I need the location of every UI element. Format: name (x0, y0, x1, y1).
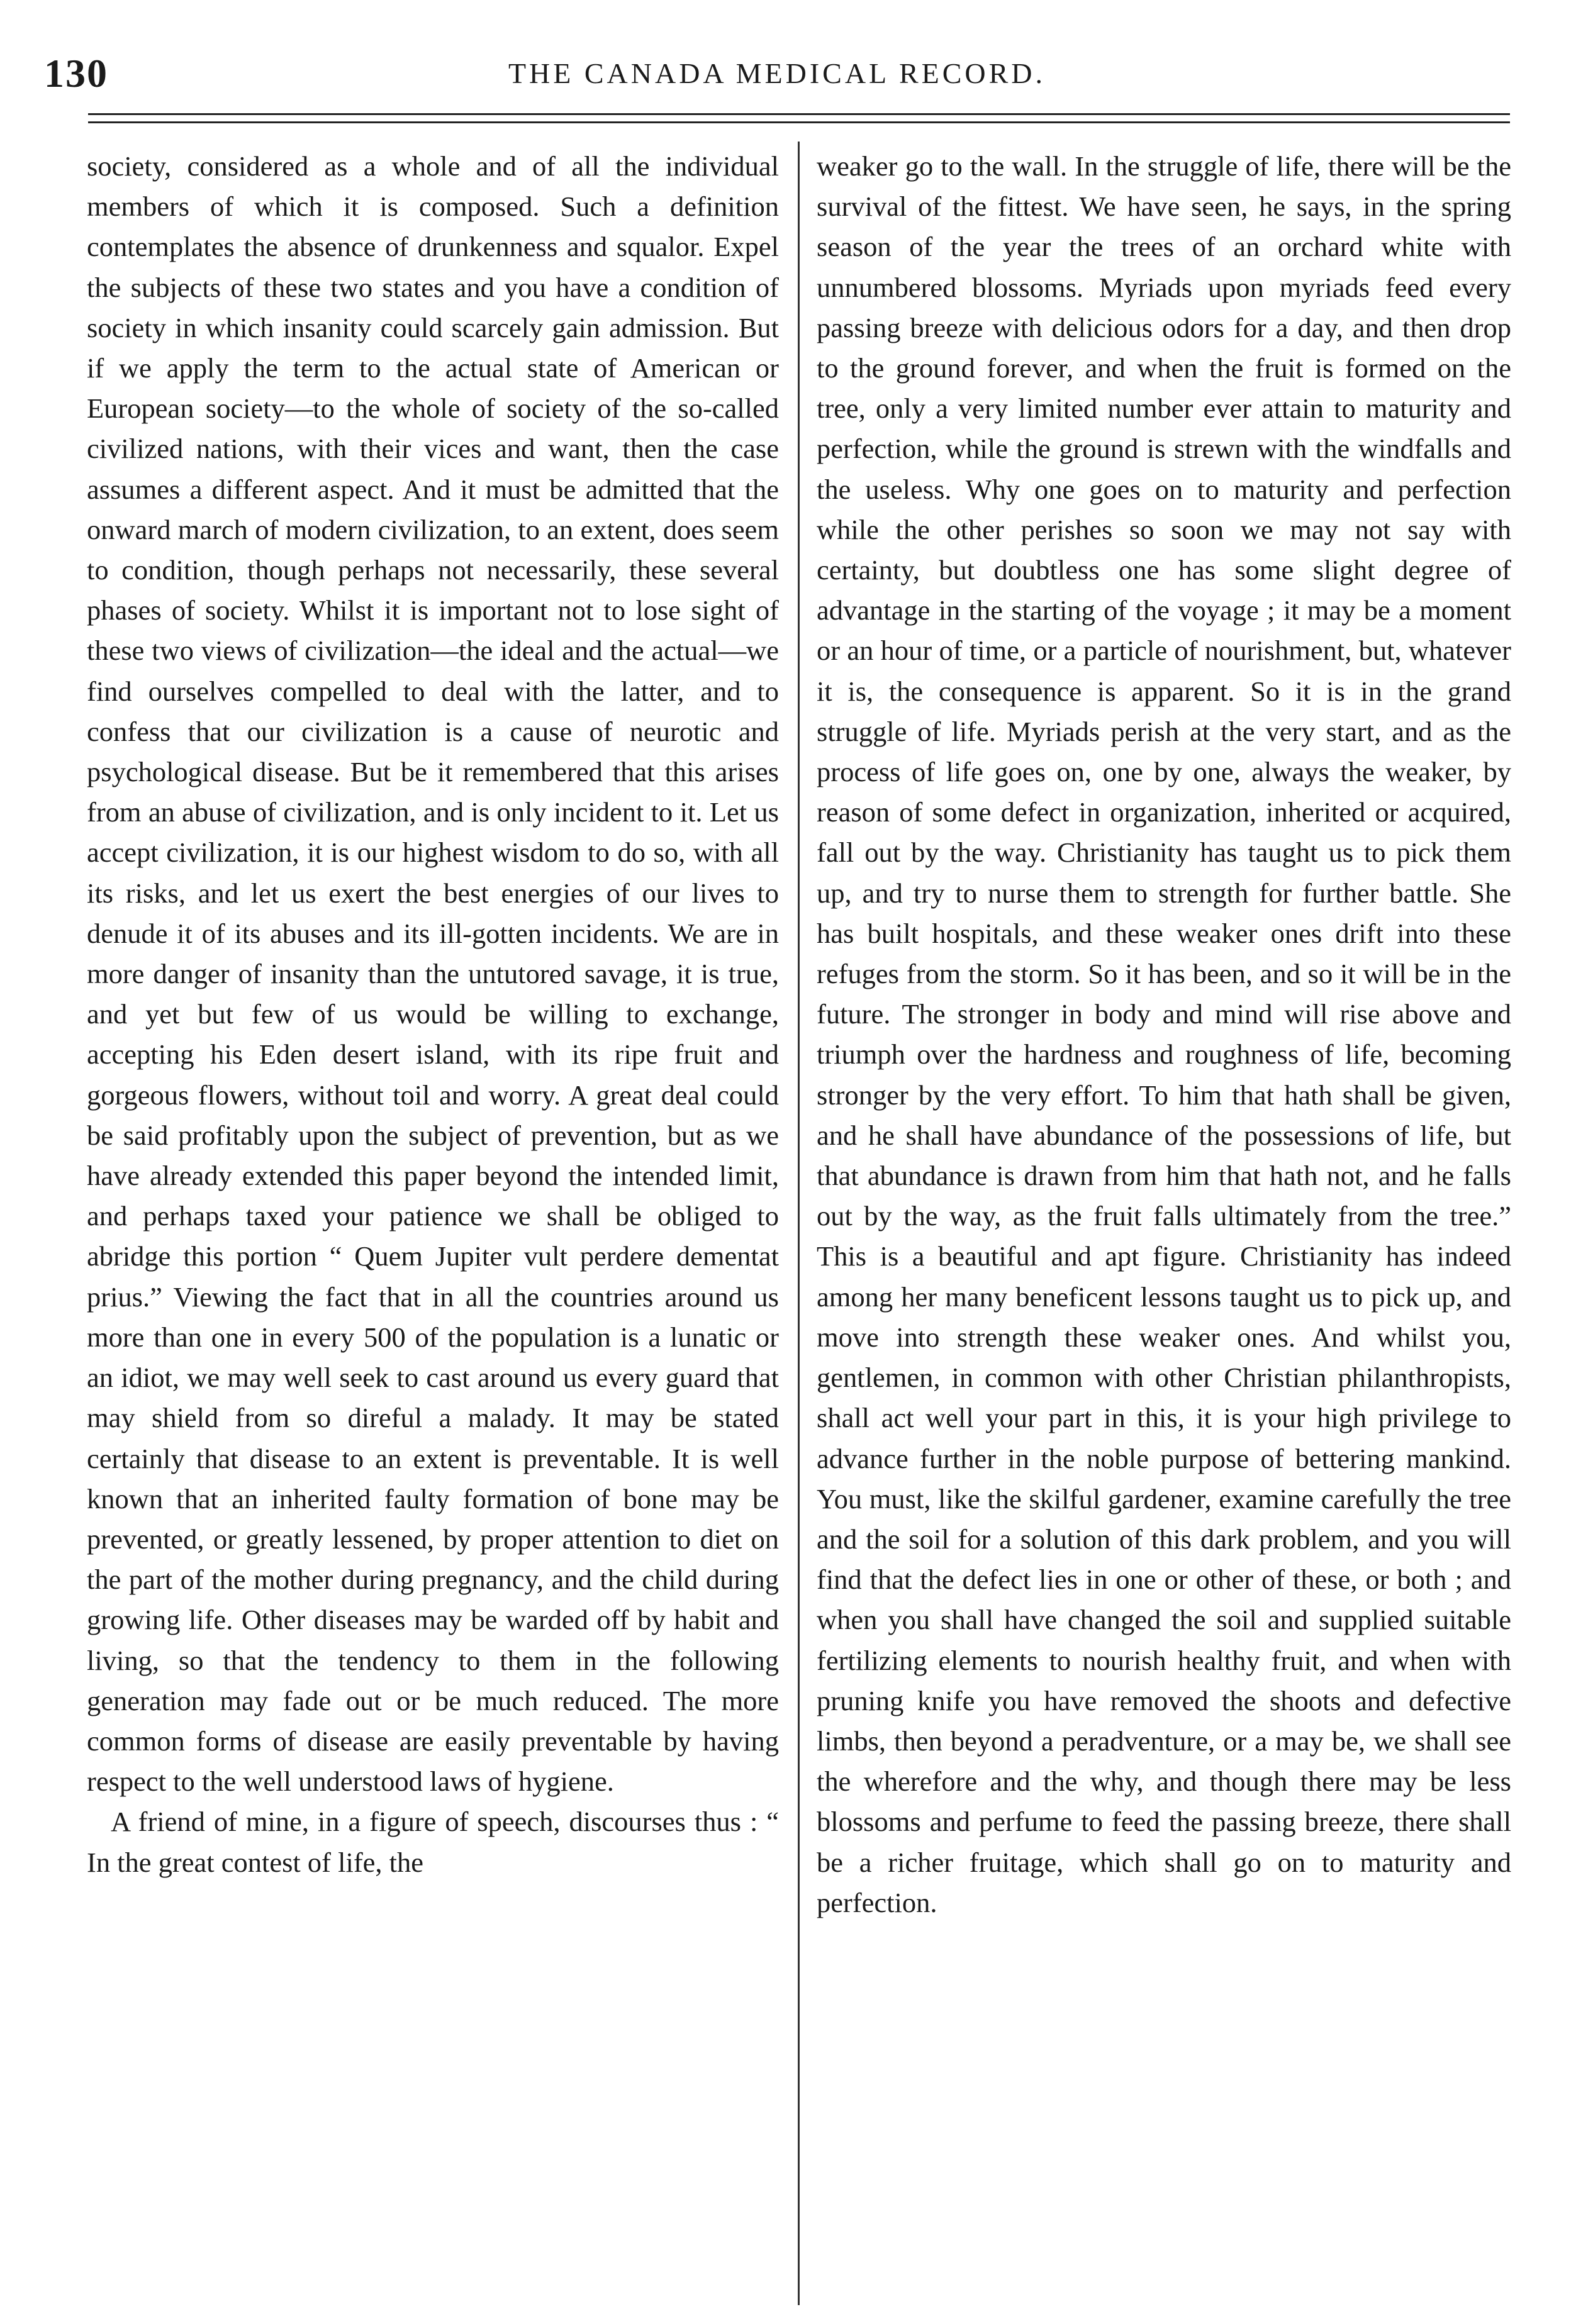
page-number: 130 (44, 51, 108, 96)
right-column (817, 146, 1511, 1923)
journal-title: THE CANADA MEDICAL RECORD. (508, 57, 1046, 89)
page-header (44, 45, 1510, 102)
header-rule-top (88, 113, 1510, 115)
right-paragraph-1: weaker go to the wall. In the struggle of life, there will be the survival of the fittest. We have seen, he says, in the spring season of the year the trees of an orchard white with unnumbered blossoms. Myriads upon myriads feed every passing breeze with delicious odors for a day, and then drop to the ground forever, and when the fruit is formed on the tree, only a very limited number ever attain to maturity and perfection, while the ground is strewn with the windfalls and the useless. Why one goes on to maturity and perfection while the other perishes so soon we may not say with certainty, but doubtless one has some slight degree of advantage in the starting of the voyage ; it may be a moment or an hour of time, or a particle of nourishment, but, whatever it is, the consequence is apparent. So it is in the grand struggle of life. Myriads perish at the very start, and as the process of life goes on, one by one, always the weaker, by reason of some defect in organization, inherited or acquired, fall out by the way. Christianity has taught us to pick them up, and try to nurse them to strength for further battle. She has built hospitals, and these weaker ones drift into these refuges from the storm. So it has been, and so it will be in the future. The stronger in body and mind will rise above and triumph over the hardness and roughness of life, becoming stronger by the very effort. To him that hath shall be given, and he shall have abundance of the possessions of life, but that abundance is drawn from him that hath not, and he falls out by the way, as the fruit falls ultimately from the tree.” This is a beautiful and apt figure. Christianity has indeed among her many beneficent lessons taught us to pick up, and move into strength these weaker ones. And whilst you, gentlemen, in common with other Christian philanthropists, shall act well your part in this, it is your high privilege to advance further in the noble purpose of bettering mankind. You must, like the skilful gardener, examine carefully the tree and the soil for a solution of this dark problem, and you will find that the defect lies in one or other of these, or both ; and when you shall have changed the soil and supplied suitable fertilizing elements to nourish healthy fruit, and when with pruning knife you have removed the shoots and defective limbs, then beyond a peradventure, or a may be, we shall see the wherefore and the why, and though there may be less blossoms and perfume to feed the passing breeze, there shall be a richer fruitage, which shall go on to maturity and perfection. (817, 150, 1511, 1918)
column-divider (798, 142, 800, 2305)
left-column (87, 146, 779, 1882)
left-paragraph-1: society, considered as a whole and of all the individual members of which it is composed. Such a definition contemplates the absence of drunkenness and squalor. Expel the subjects of these two states and you have a condition of society in which insanity could scarcely gain admission. But if we apply the term to the actual state of American or European society—to the whole of society of the so-called civilized nations, with their vices and want, then the case assumes a different aspect. And it must be admitted that the onward march of modern civilization, to an extent, does seem to condition, though perhaps not necessarily, these several phases of society. Whilst it is important not to lose sight of these two views of civilization—the ideal and the actual—we find ourselves compelled to deal with the latter, and to confess that our civilization is a cause of neurotic and psychological disease. But be it remembered that this arises from an abuse of civilization, and is only incident to it. Let us accept civilization, it is our highest wisdom to do so, with all its risks, and let us exert the best energies of our lives to denude it of its abuses and its ill-gotten incidents. We are in more danger of insanity than the untutored savage, it is true, and yet but few of us would be willing to exchange, accepting his Eden desert island, with its ripe fruit and gorgeous flowers, without toil and worry. A great deal could be said profitably upon the subject of prevention, but as we have already extended this paper beyond the intended limit, and perhaps taxed your patience we shall be obliged to abridge this portion “ Quem Jupiter vult perdere dementat prius.” Viewing the fact that in all the countries around us more than one in every 500 of the population is a lunatic or an idiot, we may well seek to cast around us every guard that may shield from so direful a malady. It may be stated certainly that disease to an extent is preventable. It is well known that an inherited faulty formation of bone may be prevented, or greatly lessened, by proper attention to diet on the part of the mother during pregnancy, and the child during growing life. Other diseases may be warded off by habit and living, so that the tendency to them in the following generation may fade out or be much reduced. The more common forms of disease are easily preventable by having respect to the well understood laws of hygiene. (87, 150, 779, 1798)
left-paragraph-2: A friend of mine, in a figure of speech, discourses thus : “ In the great contest of life, the (87, 1806, 779, 1878)
header-rule-bottom (88, 121, 1510, 123)
